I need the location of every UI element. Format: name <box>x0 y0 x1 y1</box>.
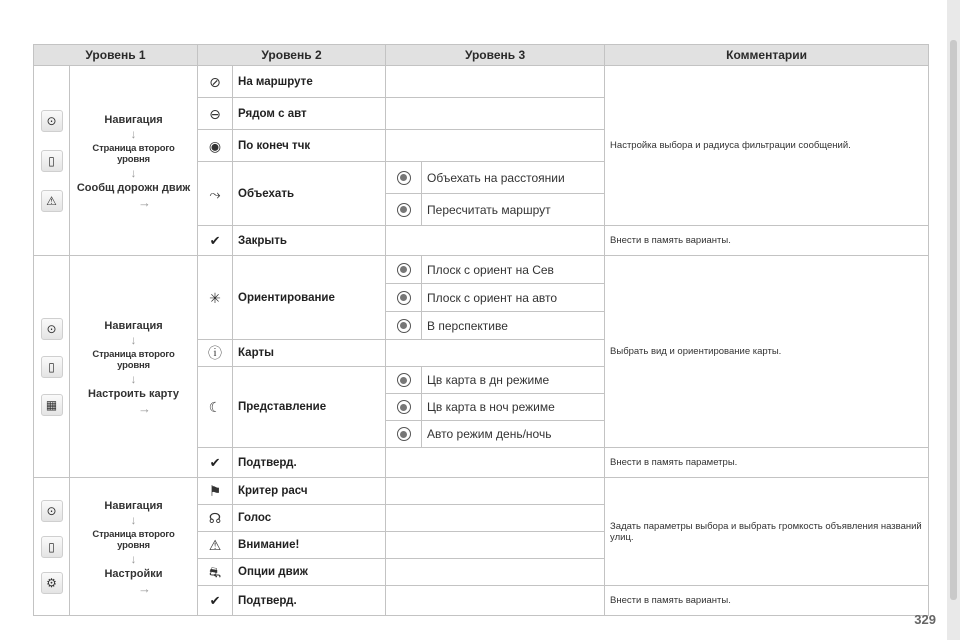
l2-icon-cell <box>198 98 233 130</box>
header-level3: Уровень 3 <box>386 45 605 66</box>
empty-cell <box>386 66 605 98</box>
item-close[interactable]: Закрыть <box>233 226 386 256</box>
item-orientation[interactable]: Ориентирование <box>233 256 386 340</box>
scrollbar[interactable] <box>947 0 960 640</box>
l2-icon-cell <box>198 66 233 98</box>
table-row <box>34 478 929 505</box>
down-arrow-icon: ↓ <box>130 165 137 180</box>
item-traffic-options[interactable]: Опции движ <box>233 559 386 586</box>
l2-icon-cell <box>198 505 233 532</box>
table-row <box>34 256 929 284</box>
item-avoid-distance[interactable]: Объехать на расстоянии <box>422 162 605 194</box>
path-second-page: Страница второго уровня <box>92 142 175 165</box>
radio-icon[interactable] <box>397 203 411 217</box>
radio-icon[interactable] <box>397 427 411 441</box>
traffic-icon: ⚠ <box>41 190 63 212</box>
l3-icon-cell <box>386 312 422 340</box>
radio-icon[interactable] <box>397 400 411 414</box>
map-grid-icon: ▦ <box>41 394 63 416</box>
destination-icon: ◉ <box>208 137 222 154</box>
group3-menu-path <box>70 478 198 616</box>
group2-menu-path <box>70 256 198 478</box>
l3-icon-cell <box>386 394 422 421</box>
radio-icon[interactable] <box>397 263 411 277</box>
group2-comment: Выбрать вид и ориентирование карты. <box>605 256 929 448</box>
item-flat-north[interactable]: Плоск с ориент на Сев <box>422 256 605 284</box>
radio-icon[interactable] <box>397 373 411 387</box>
item-on-route[interactable]: На маршруте <box>233 66 386 98</box>
second-page-icon: ▯ <box>41 356 63 378</box>
item-voice[interactable]: Голос <box>233 505 386 532</box>
header-level2: Уровень 2 <box>198 45 386 66</box>
l2-icon-cell <box>198 448 233 478</box>
check-icon: ✔ <box>209 454 221 470</box>
l3-icon-cell <box>386 421 422 448</box>
path-second-page: Страница второго уровня <box>92 528 175 551</box>
voice-icon: ☊ <box>208 510 222 526</box>
l2-icon-cell <box>198 532 233 559</box>
item-day-map[interactable]: Цв карта в дн режиме <box>422 367 605 394</box>
header-level1: Уровень 1 <box>34 45 198 66</box>
right-arrow-icon: → <box>138 580 151 596</box>
header-comments: Комментарии <box>605 45 929 66</box>
group3-confirm-comment: Внести в память варианты. <box>605 586 929 616</box>
scroll-thumb[interactable] <box>950 40 957 600</box>
info-icon: ⓘ <box>208 345 223 361</box>
l2-icon-cell <box>198 226 233 256</box>
group2-confirm-comment: Внести в память параметры. <box>605 448 929 478</box>
right-arrow-icon: → <box>138 194 151 210</box>
group1-icon-column <box>34 66 70 256</box>
empty-cell <box>386 226 605 256</box>
second-page-icon: ▯ <box>41 150 63 172</box>
near-car-icon: ⊖ <box>209 105 221 122</box>
empty-cell <box>386 478 605 505</box>
l2-icon-cell <box>198 478 233 505</box>
empty-cell <box>386 532 605 559</box>
navigation-icon: ⊙ <box>41 318 63 340</box>
l3-icon-cell <box>386 162 422 194</box>
item-recalculate[interactable]: Пересчитать маршрут <box>422 194 605 226</box>
item-confirm[interactable]: Подтверд. <box>233 448 386 478</box>
l3-icon-cell <box>386 256 422 284</box>
item-night-map[interactable]: Цв карта в ноч режиме <box>422 394 605 421</box>
empty-cell <box>386 505 605 532</box>
warning-icon: ⚠ <box>208 537 222 553</box>
path-navigation: Навигация <box>104 499 163 512</box>
path-navigation: Навигация <box>104 113 163 126</box>
radio-icon[interactable] <box>397 291 411 305</box>
item-warning[interactable]: Внимание! <box>233 532 386 559</box>
group1-close-comment: Внести в память варианты. <box>605 226 929 256</box>
empty-cell <box>386 448 605 478</box>
down-arrow-icon: ↓ <box>130 371 137 386</box>
second-page-icon: ▯ <box>41 536 63 558</box>
l2-icon-cell <box>198 256 233 340</box>
traffic-icon: ⛐ <box>208 564 222 580</box>
item-avoid[interactable]: Объехать <box>233 162 386 226</box>
group1-comment: Настройка выбора и радиуса фильтрации сообщений. <box>605 66 929 226</box>
compass-icon: ✳ <box>209 289 221 306</box>
item-view[interactable]: Представление <box>233 367 386 448</box>
header-row <box>34 45 929 66</box>
check-icon: ✔ <box>209 232 221 248</box>
down-arrow-icon: ↓ <box>130 126 137 141</box>
empty-cell <box>386 98 605 130</box>
table-row <box>34 66 929 98</box>
detour-icon: ⤳ <box>209 185 221 202</box>
menu-table <box>33 44 929 616</box>
l3-icon-cell <box>386 367 422 394</box>
item-near-car[interactable]: Рядом с авт <box>233 98 386 130</box>
down-arrow-icon: ↓ <box>130 512 137 527</box>
route-icon: ⊘ <box>209 73 221 90</box>
radio-icon[interactable] <box>397 171 411 185</box>
navigation-icon: ⊙ <box>41 500 63 522</box>
group2-icon-column <box>34 256 70 478</box>
path-second-page: Страница второго уровня <box>92 348 175 371</box>
item-confirm[interactable]: Подтверд. <box>233 586 386 616</box>
l3-icon-cell <box>386 284 422 312</box>
item-auto-mode[interactable]: Авто режим день/ночь <box>422 421 605 448</box>
item-flat-car[interactable]: Плоск с ориент на авто <box>422 284 605 312</box>
right-arrow-icon: → <box>138 400 151 416</box>
empty-cell <box>386 559 605 586</box>
navigation-icon: ⊙ <box>41 110 63 132</box>
empty-cell <box>386 586 605 616</box>
page-number: 329 <box>914 612 936 627</box>
down-arrow-icon: ↓ <box>130 551 137 566</box>
l2-icon-cell <box>198 340 233 367</box>
item-near-destination[interactable]: По конеч тчк <box>233 130 386 162</box>
path-traffic: Сообщ дорожн движ <box>76 181 191 194</box>
l2-icon-cell <box>198 367 233 448</box>
check-icon: ✔ <box>209 592 221 608</box>
item-maps[interactable]: Карты <box>233 340 386 367</box>
l2-icon-cell <box>198 162 233 226</box>
path-navigation: Навигация <box>104 319 163 332</box>
item-perspective[interactable]: В перспективе <box>422 312 605 340</box>
empty-cell <box>386 340 605 367</box>
l2-icon-cell <box>198 130 233 162</box>
item-criteria[interactable]: Критер расч <box>233 478 386 505</box>
criteria-flag-icon: ⚑ <box>208 483 222 499</box>
group3-icon-column <box>34 478 70 616</box>
group3-comment: Задать параметры выбора и выбрать громкость объявления названий улиц. <box>605 478 929 586</box>
empty-cell <box>386 130 605 162</box>
path-map-settings: Настроить карту <box>88 387 179 400</box>
l2-icon-cell <box>198 559 233 586</box>
settings-icon: ⚙ <box>41 572 63 594</box>
path-settings: Настройки <box>104 567 163 580</box>
l3-icon-cell <box>386 194 422 226</box>
l2-icon-cell <box>198 586 233 616</box>
group1-menu-path <box>70 66 198 256</box>
day-night-icon: ☾ <box>208 399 222 415</box>
down-arrow-icon: ↓ <box>130 332 137 347</box>
radio-icon[interactable] <box>397 319 411 333</box>
